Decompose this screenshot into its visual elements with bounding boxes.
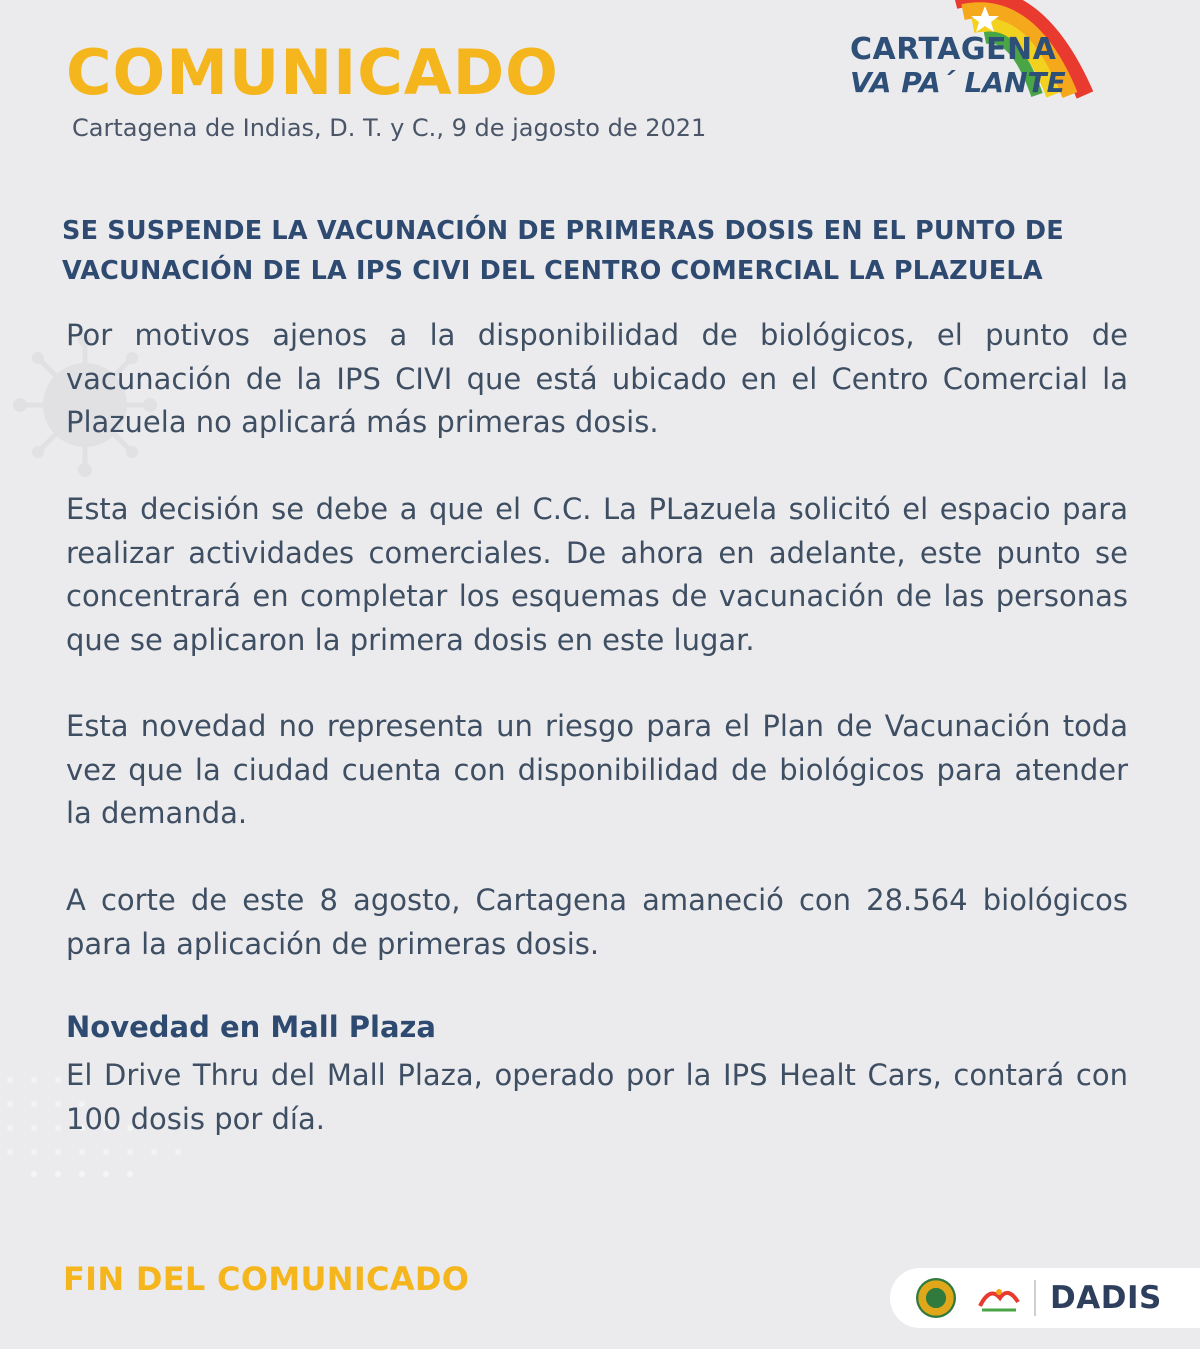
cartagena-logo [845,0,1135,105]
subsection-title: Novedad en Mall Plaza [66,1010,436,1044]
date-line: Cartagena de Indias, D. T. y C., 9 de jagosto de 2021 [72,114,707,142]
paragraph-1: Por motivos ajenos a la disponibilidad de biológicos, el punto de vacunación de la IPS CIVI que está ubicado en el Centro Comercial la Plazuela no aplicará más primeras dosis. [66,318,1128,439]
city-seal-icon [916,1278,956,1318]
paragraph-4: A corte de este 8 agosto, Cartagena amaneció con 28.564 biológicos para la aplicación de primeras dosis. [66,883,1128,961]
paragraph-2: Esta decisión se debe a que el C.C. La PLazuela solicitó el espacio para realizar actividades comerciales. De ahora en adelante, este punto se concentrará en completar los esquemas de vacunación de las personas que se aplicaron la primera dosis en este lugar. [66,492,1128,657]
institution-logos [890,1268,1200,1328]
logo-line-1: CARTAGENA [850,32,1057,67]
paragraph-3: Esta novedad no representa un riesgo para el Plan de Vacunación toda vez que la ciudad cuenta con disponibilidad de biológicos para atender la demanda. [66,709,1128,830]
logo-line-2: VA PA´ LANTE [850,66,1066,99]
headline: SE SUSPENDE LA VACUNACIÓN DE PRIMERAS DOSIS EN EL PUNTO DE VACUNACIÓN DE LA IPS CIVI DEL CENTRO COMERCIAL LA PLAZUELA [62,216,1064,286]
page-title: COMUNICADO [66,36,559,109]
alcaldia-logo [976,1282,1022,1314]
end-of-communique: FIN DEL COMUNICADO [63,1260,470,1298]
dadis-logo: DADIS [1050,1280,1162,1316]
subsection-text: El Drive Thru del Mall Plaza, operado por la IPS Healt Cars, contará con 100 dosis por día. [66,1058,1128,1136]
logo-divider [1034,1280,1036,1316]
